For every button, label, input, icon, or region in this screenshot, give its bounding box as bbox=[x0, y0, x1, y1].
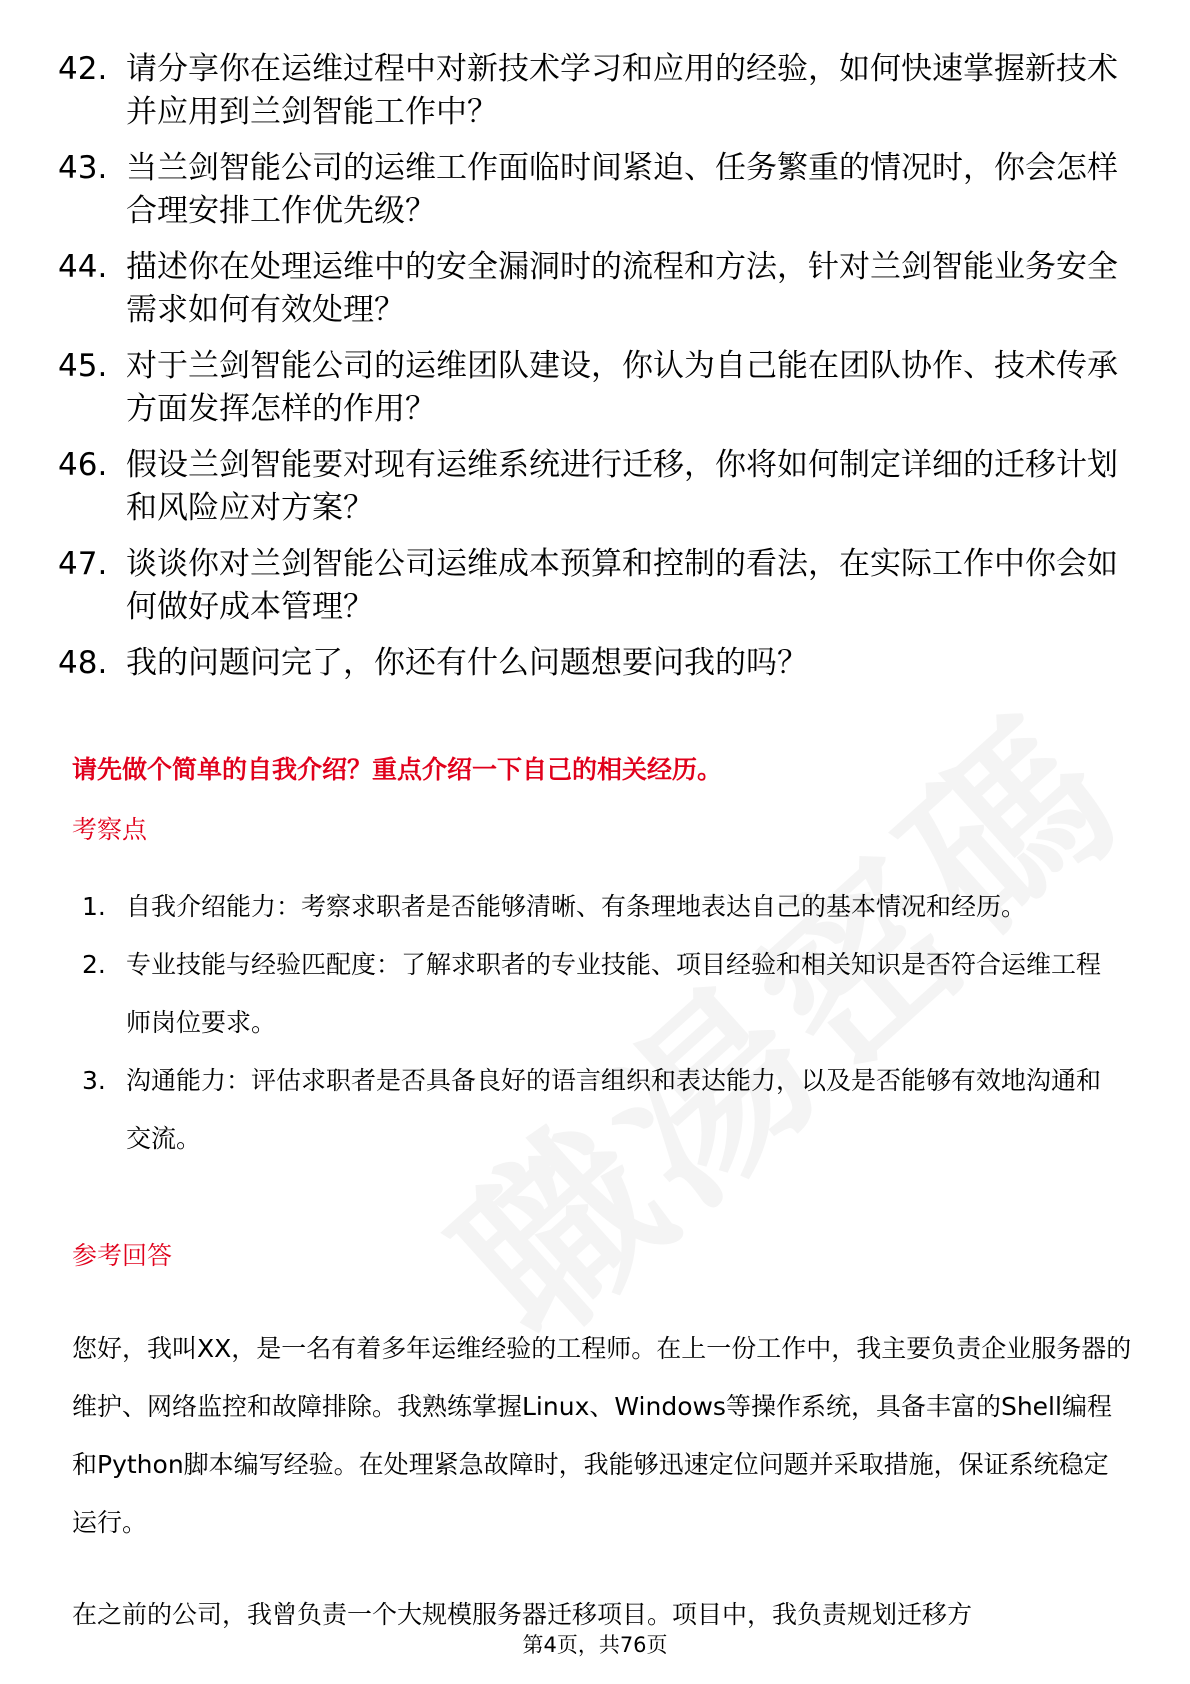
question-text: 描述你在处理运维中的安全漏洞时的流程和方法，针对兰剑智能业务安全需求如何有效处理？ bbox=[126, 249, 1118, 328]
assessment-point bbox=[82, 936, 1122, 1052]
question-text: 请分享你在运维过程中对新技术学习和应用的经验，如何快速掌握新技术并应用到兰剑智能工作中？ bbox=[126, 51, 1118, 130]
assessment-point bbox=[82, 878, 1122, 936]
question-item bbox=[58, 48, 1118, 134]
featured-question: 请先做个简单的自我介绍？重点介绍一下自己的相关经历。 bbox=[72, 755, 723, 784]
reference-heading: 参考回答 bbox=[72, 1241, 173, 1270]
point-text: 沟通能力：评估求职者是否具备良好的语言组织和表达能力，以及是否能够有效地沟通和交流。 bbox=[126, 1066, 1102, 1153]
assessment-points bbox=[82, 878, 1122, 1168]
question-number: 47. bbox=[58, 546, 108, 582]
reference-paragraph: 您好，我叫XX，是一名有着多年运维经验的工程师。在上一份工作中，我主要负责企业服务器的维护、网络监控和故障排除。我熟练掌握Linux、Windows等操作系统，具备丰富的Shell编程和Python脚本编写经验。在处理紧急故障时，我能够迅速定位问题并采取措施，保证系统稳定运行。 bbox=[72, 1334, 1132, 1537]
question-number: 42. bbox=[58, 51, 108, 87]
question-number: 46. bbox=[58, 447, 108, 483]
assessment-heading: 考察点 bbox=[72, 815, 148, 844]
question-text: 对于兰剑智能公司的运维团队建设，你认为自己能在团队协作、技术传承方面发挥怎样的作用？ bbox=[126, 348, 1118, 427]
question-item bbox=[58, 444, 1118, 530]
question-text: 我的问题问完了，你还有什么问题想要问我的吗？ bbox=[126, 645, 808, 681]
question-number: 44. bbox=[58, 249, 108, 285]
point-number: 1. bbox=[82, 892, 106, 921]
point-number: 3. bbox=[82, 1066, 106, 1095]
question-text: 谈谈你对兰剑智能公司运维成本预算和控制的看法，在实际工作中你会如何做好成本管理？ bbox=[126, 546, 1118, 625]
point-text: 自我介绍能力：考察求职者是否能够清晰、有条理地表达自己的基本情况和经历。 bbox=[126, 892, 1027, 921]
question-text: 假设兰剑智能要对现有运维系统进行迁移，你将如何制定详细的迁移计划和风险应对方案？ bbox=[126, 447, 1118, 526]
question-item bbox=[58, 345, 1118, 431]
question-number: 43. bbox=[58, 150, 108, 186]
question-number: 45. bbox=[58, 348, 108, 384]
reference-paragraph: 在之前的公司，我曾负责一个大规模服务器迁移项目。项目中，我负责规划迁移方 bbox=[72, 1600, 973, 1629]
question-item bbox=[58, 642, 1118, 685]
page-footer: 第4页，共76页 bbox=[522, 1633, 668, 1657]
question-number: 48. bbox=[58, 645, 108, 681]
point-number: 2. bbox=[82, 950, 106, 979]
question-text: 当兰剑智能公司的运维工作面临时间紧迫、任务繁重的情况时，你会怎样合理安排工作优先级？ bbox=[126, 150, 1118, 229]
assessment-point bbox=[82, 1052, 1122, 1168]
point-text: 专业技能与经验匹配度：了解求职者的专业技能、项目经验和相关知识是否符合运维工程师岗位要求。 bbox=[126, 950, 1102, 1037]
question-item bbox=[58, 543, 1118, 629]
question-list bbox=[58, 48, 1118, 698]
question-item bbox=[58, 246, 1118, 332]
question-item bbox=[58, 147, 1118, 233]
